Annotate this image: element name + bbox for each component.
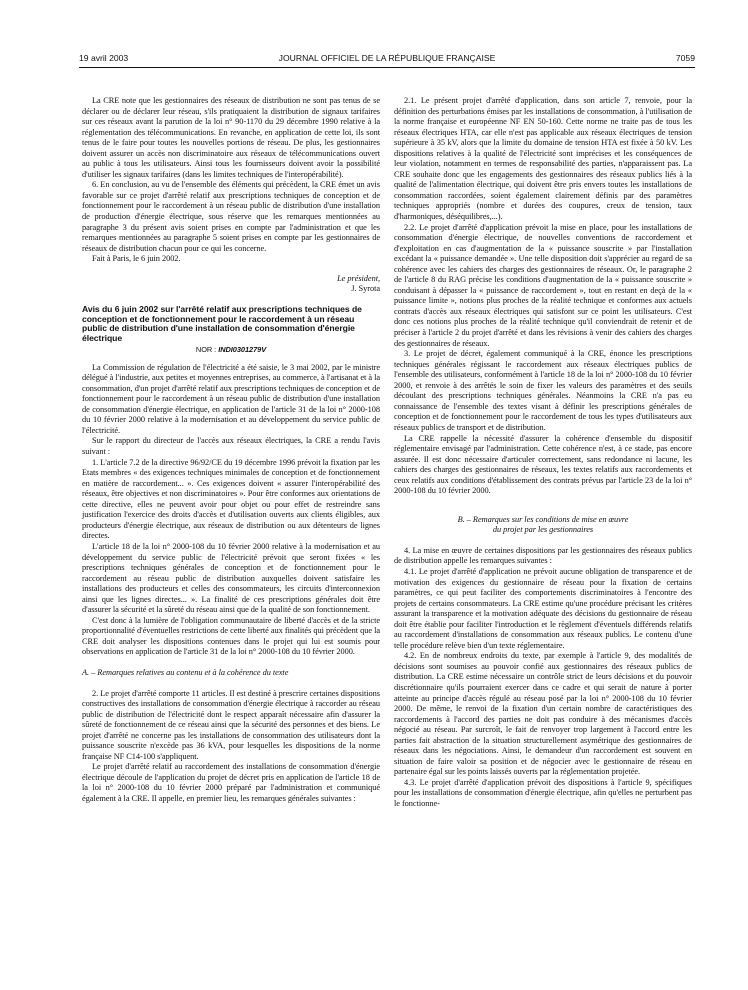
paragraph: La CRE rappelle la nécessité d'assurer la cohérence d'ensemble du dispositif réglementaire envisagé par l'administration. Cette cohérence n'est, à ce stade, pas encore assurée. Il est donc nécessaire d'articuler correctement, sans redondance ni lacune, les cahiers des charges des gestionnaires de réseaux, les textes relatifs aux raccordements et ceux relatifs aux conditions d'établissement des contrats prévus par l'article 23 de la loi n° 2000-108 du 10 février 2000. <box>394 433 692 496</box>
paragraph: L'article 18 de la loi n° 2000-108 du 10 février 2000 relative à la modernisation et au développement du service public de l'électricité prévoit que seront fixées « les prescriptions techniques générales de conception et de fonctionnement pour le raccordement au réseau public de distribution auxquelles doivent satisfaire les installations des producteurs et celles des consommateurs, les circuits d'interconnexion ainsi que les lignes directes... ». La finalité de ces prescriptions générales doit être d'assurer la sécurité et la sûreté du réseau ainsi que de la qualité de son fonctionnement. <box>82 541 380 615</box>
paragraph: 3. Le projet de décret, également communiqué à la CRE, énonce les prescriptions techniques générales régissant le raccordement aux réseaux électriques publics de l'ensemble des utilisateurs, conformément à l'article 18 de la loi n° 2000-108 du 10 février 2000, et renvoie à des arrêtés le soin de fixer les valeurs des paramètres et des seuils découlant des prescriptions techniques générales. Néanmoins la CRE n'a pas eu connaissance de l'ensemble des textes visant à définir les prescriptions générales de conception et de fonctionnement pour le raccordement de tous les types d'utilisateurs aux réseaux publics de transport et de distribution. <box>394 349 692 432</box>
nor-label: NOR : <box>195 344 219 354</box>
paragraph: Fait à Paris, le 6 juin 2002. <box>92 254 181 264</box>
left-column <box>82 96 380 990</box>
paragraph: 1. L'article 7.2 de la directive 96/92/CE du 19 décembre 1996 prévoit la fixation par les Etats membres « des exigences techniques minimales de conception et de fonctionnement en matière de raccordement... ». Ces exigences doivent « assurer l'interopérabilité des réseaux, être objectives et non discriminatoires ». Pour être conformes aux orientations de cette directive, elles ne peuvent avoir pour objet ou pour effet de restreindre sans justification l'exercice des droits d'accès et d'utilisation ouverts aux clients éligibles, aux producteurs d'énergie électrique, aux réseaux de distribution ou aux détenteurs de lignes directes. <box>82 457 380 541</box>
paragraph: 2.2. Le projet d'arrêté d'application prévoit la mise en place, pour les installations de consommation d'énergie électrique, de nouvelles conventions de raccordement et d'exploitation en cas d'augmentation de la « puissance souscrite » par l'installation excédant la « puissance demandée ». Une telle disposition doit s'apprécier au regard de sa cohérence avec les cahiers des charges des gestionnaires de réseaux. Or, le paragraphe 2 de l'article 8 du RAG précise les conditions d'augmentation de la « puissance souscrite » conduisant à dépasser la « puissance de raccordement », tout en restant en deçà de la « puissance limite », notions plus proches de la réalité technique et conformes aux actuels contrats d'accès aux réseaux électriques qui satisfont sur ce point les utilisateurs. C'est donc ces notions plus proches de la réalité technique qu'il conviendrait de retenir et de préciser à l'article 2 du projet d'arrêté et dans les révisions à venir des cahiers des charges des gestionnaires de réseaux. <box>394 222 692 348</box>
paragraph: C'est donc à la lumière de l'obligation communautaire de liberté d'accès et de la stricte proportionnalité d'éventuelles restrictions de cette liberté aux finalités qui précèdent que la CRE doit analyser les dispositions contenues dans le projet qui lui est soumis pour observations en application de l'article 31 de la loi n° 2000-108 du 10 février 2000. <box>82 615 380 657</box>
section-heading-b-line2: du projet par les gestionnaires <box>492 525 594 535</box>
paragraph: 4.1. Le projet d'arrêté d'application ne prévoit aucune obligation de transparence et de motivation des exigences du gestionnaire de réseau pour la fixation de certains paramètres, ce qui peut faciliter des comportements discriminatoires à l'encontre des projets de certains consommateurs. La CRE estime qu'une procédure précisant les critères assurant la transparence et la motivation adéquate des décisions du gestionnaire de réseau doit être établie pour faciliter l'introduction et le règlement d'éventuels différends relatifs au raccordement d'installations de consommation aux réseaux publics. Le contenu d'une telle procédure relève bien d'un texte réglementaire. <box>394 566 692 650</box>
section-heading-b: B. – Remarques sur les conditions de mise en œuvre <box>457 514 629 524</box>
signature-name: J. Syrota <box>351 284 380 294</box>
right-column <box>394 96 692 990</box>
avis-title: Avis du 6 juin 2002 sur l'arrêté relatif aux prescriptions techniques de conception et de fonctionnement pour le raccordement à un réseau public de distribution d'une installation de consommation d'énergie électrique <box>82 303 362 343</box>
paragraph: Sur le rapport du directeur de l'accès aux réseaux électriques, la CRE a rendu l'avis suivant : <box>82 436 380 457</box>
signature-title: Le président, <box>337 273 380 283</box>
paragraph: 4. La mise en œuvre de certaines dispositions par les gestionnaires des réseaux publics de distribution appelle les remarques suivantes : <box>394 545 692 566</box>
nor-reference <box>82 344 380 356</box>
paragraph: 4.2. En de nombreux endroits du texte, par exemple à l'article 9, des modalités de décisions sont soumises au pouvoir confié aux gestionnaires des réseaux publics de distribution. La CRE estime nécessaire un contrôle strict de leurs décisions et du pouvoir discrétionnaire qu'ils pourraient exercer dans ce cadre et qui serait de nature à porter atteinte au principe d'accès régulé au réseau posé par la loi n° 2000-108 du 10 février 2000. De même, le renvoi de la fixation d'un certain nombre de caractéristiques des raccordements à l'accord des parties ne doit pas conduire à des mécanismes d'accès négocié au réseau. Par surcroît, le fait de renvoyer trop largement à l'accord entre les parties fait abstraction de la situation structurellement asymétrique des gestionnaires de réseaux dans les négociations. Ainsi, le demandeur d'un raccordement est souvent en situation de faire valoir sa position et de négocier avec le gestionnaire de réseau en partenaire égal sur les points laissés ouverts par la réglementation projetée. <box>394 651 692 777</box>
header-page-number: 7059 <box>675 53 695 63</box>
nor-code: INDI0301279V <box>218 344 267 354</box>
paragraph: 2. Le projet d'arrêté comporte 11 articles. Il est destiné à prescrire certaines dispositions constructives des installations de consommation d'énergie électrique à raccorder au réseau public de distribution de l'électricité dont le respect apparaît nécessaire afin d'assurer la sûreté de fonctionnement de ce réseau ainsi que la sécurité des personnes et des biens. Le projet d'arrêté ne concerne pas les installations de consommation des utilisateurs dont la puissance souscrite n'excède pas 36 kVA, pour lesquelles les dispositions de la norme française NF C14-100 s'appliquent. <box>82 688 380 761</box>
section-heading-a: A. – Remarques relatives au contenu et à la cohérence du texte <box>82 667 289 677</box>
paragraph: 4.3. Le projet d'arrêté d'application prévoit des dispositions à l'article 9, spécifiques pour les installations de consommation d'énergie électrique, afin qu'elles ne perturbent pas le fonctionne- <box>394 777 692 808</box>
paragraph: Le projet d'arrêté relatif au raccordement des installations de consommation d'énergie électrique découle de l'application du projet de décret pris en application de l'article 18 de la loi n° 2000-108 du 10 février 2000 préparé par l'administration et communiqué également à la CRE. Il appelle, en premier lieu, les remarques générales suivantes : <box>82 762 380 803</box>
header-rule <box>79 67 695 68</box>
page-header <box>79 52 695 66</box>
paragraph: La CRE note que les gestionnaires des réseaux de distribution ne sont pas tenus de se déclarer ou de déclarer leur réseau, s'ils pratiquaient la distribution de signaux tarifaires sur ces réseaux avant la parution de la loi n° 90-1170 du 29 décembre 1990 relative à la réglementation des télécommunications. En revanche, en application de cette loi, ils sont tenus de le faire pour toutes les nouvelles portions de réseau. De plus, les gestionnaires doivent assurer un accès non discriminatoire aux réseaux de télécommunications ouvert au public à tous les utilisateurs. Ainsi tous les fournisseurs doivent avoir la possibilité d'utiliser les signaux tarifaires (dans les limites techniques de l'interopérabilité). <box>82 96 380 179</box>
paragraph: 6. En conclusion, au vu de l'ensemble des éléments qui précèdent, la CRE émet un avis favorable sur ce projet d'arrêté relatif aux prescriptions techniques de conception et de fonctionnement pour le raccordement à un réseau public de distribution d'une installation de production d'énergie électrique, sous réserve que les remarques mentionnées au paragraphe 3 du présent avis soient prises en compte par l'administration et que les remarques mentionnées au paragraphe 5 soient prises en compte par les gestionnaires de réseaux de distribution chacun pour ce qui les concerne. <box>82 180 380 253</box>
header-date: 19 avril 2003 <box>79 53 129 63</box>
header-journal-title: JOURNAL OFFICIEL DE LA RÉPUBLIQUE FRANÇAISE <box>278 53 496 63</box>
paragraph: 2.1. Le présent projet d'arrêté d'application, dans son article 7, renvoie, pour la définition des perturbations émises par les installations de consommation, à l'utilisation de la norme française et européenne NF EN 50-160. Cette norme ne traite pas de tous les réseaux électriques HTA, car elle n'est pas applicable aux réseaux électriques de tension supérieure à 35 kV, alors que la limite du domaine de tension HTA est fixée à 50 kV. Les dispositions relatives à la qualité de l'électricité sont imprécises et les conséquences de leur violation, notamment en termes de responsabilité des parties, n'apparaissent pas. La CRE souhaite donc que les engagements des gestionnaires des réseaux publics liés à la qualité de l'alimentation électrique, qui doivent être pris envers toutes les installations de consommation raccordées, soient également clairement définis par des paramètres techniques appropriés (nombre et durées des coupures, creux de tension, taux d'harmoniques, déséquilibres,...). <box>394 96 692 222</box>
paragraph: La Commission de régulation de l'électricité a été saisie, le 3 mai 2002, par le ministre délégué à l'industrie, aux petites et moyennes entreprises, au commerce, à l'artisanat et à la consommation, d'un projet d'arrêté relatif aux prescriptions techniques de conception et de fonctionnement pour le raccordement à un réseau public de distribution d'une installation de consommation d'énergie électrique, en application de l'article 31 de la loi n° 2000-108 du 10 février 2000 relative à la modernisation et au développement du service public de l'électricité. <box>82 362 380 435</box>
